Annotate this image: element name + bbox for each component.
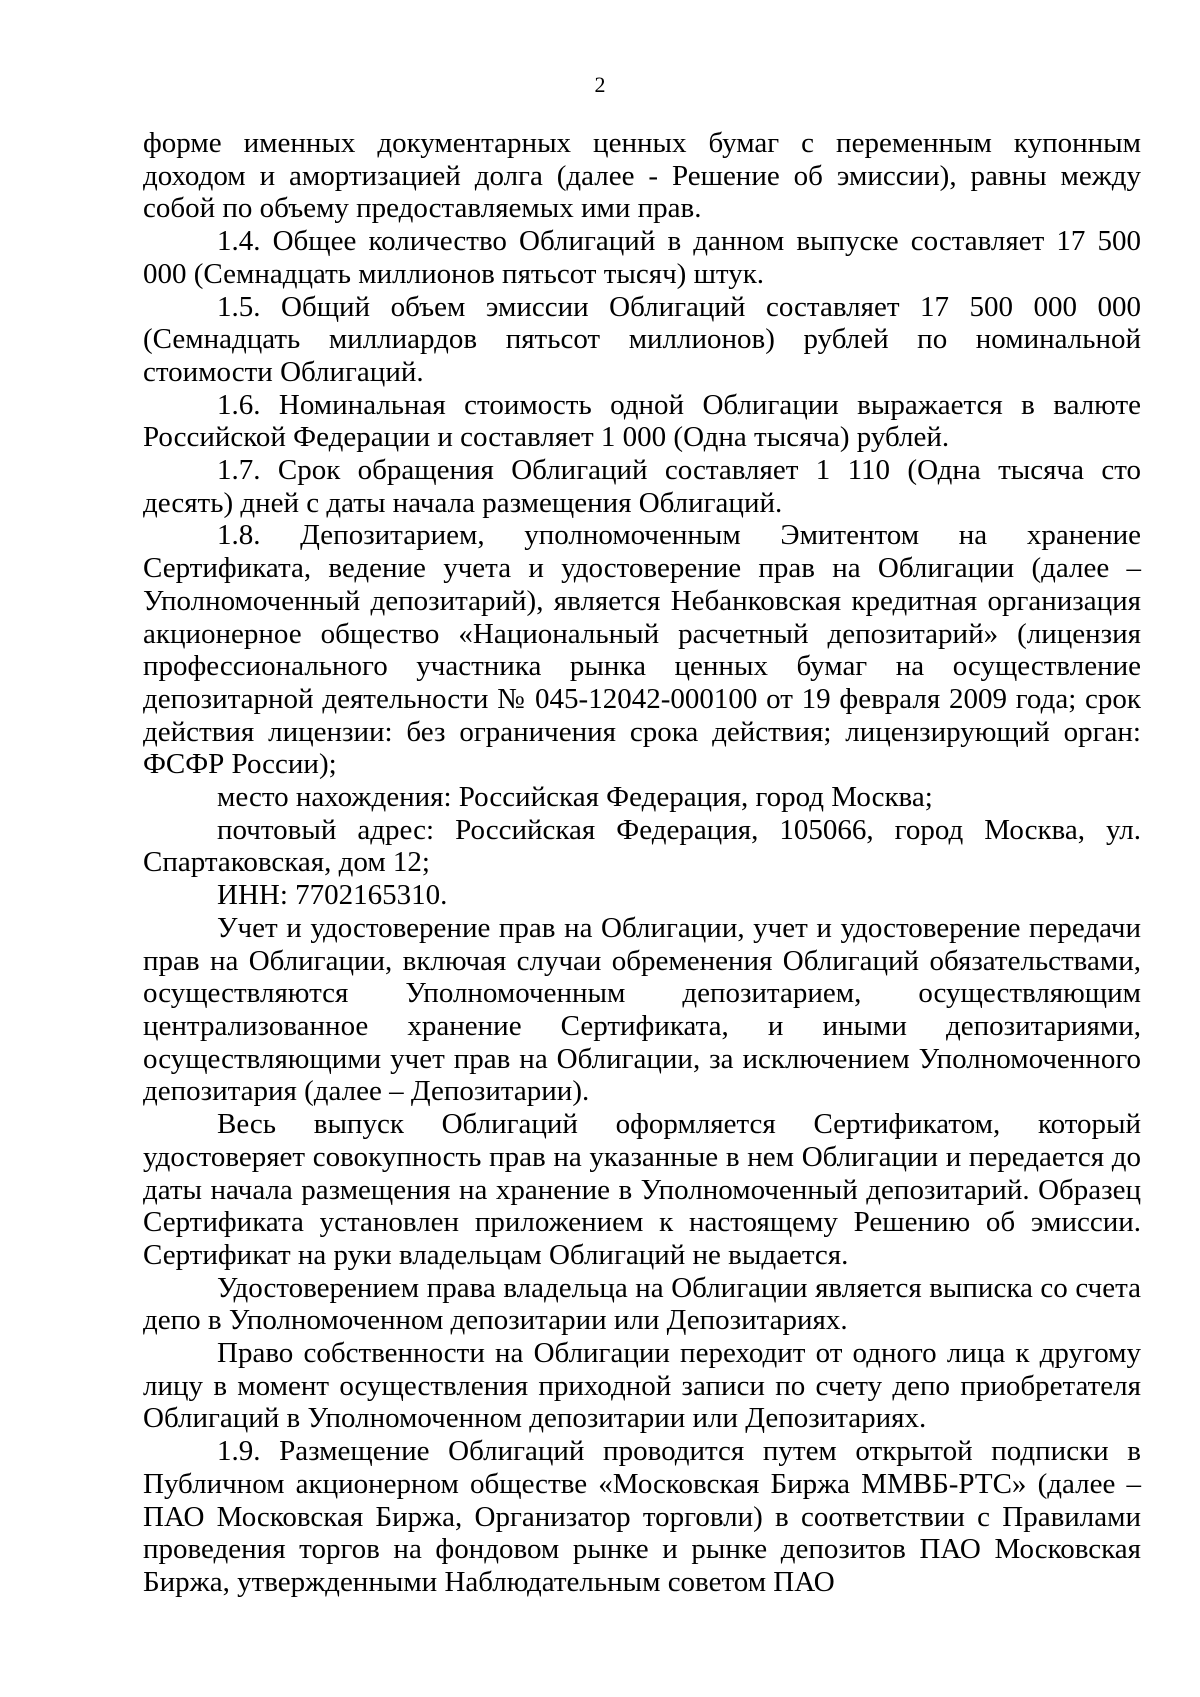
paragraph-location: место нахождения: Российская Федерация, город Москва; — [217, 781, 933, 814]
paragraph-inn: ИНН: 7702165310. — [217, 879, 448, 912]
paragraph-1-8: 1.8. Депозитарием, уполномоченным Эмитентом на хранение Сертификата, ведение учета и удостоверение прав на Облигации (далее – Уполномоченный депозитарий), является Небанковская кредитная организация акционерное общество «Национальный расчетный депозитарий» (лицензия профессионального участника рынка ценных бумаг на осуществление депозитарной деятельности № 045-12042-000100 от 19 февраля 2009 года; срок действия лицензии: без ограничения срока действия; лицензирующий орган: ФСФР России); — [143, 519, 1141, 781]
paragraph-1-9: 1.9. Размещение Облигаций проводится путем открытой подписки в Публичном акционерном обществе «Московская Биржа ММВБ-РТС» (далее – ПАО Московская Биржа, Организатор торговли) в соответствии с Правилами проведения торгов на фондовом рынке и рынке депозитов ПАО Московская Биржа, утвержденными Наблюдательным советом ПАО — [143, 1435, 1141, 1598]
paragraph-continuation: форме именных документарных ценных бумаг с переменным купонным доходом и амортизацией долга (далее - Решение об эмиссии), равны между собой по объему предоставляемых ими прав. — [143, 127, 1141, 225]
paragraph-ownership-transfer: Право собственности на Облигации переходит от одного лица к другому лицу в момент осуществления приходной записи по счету депо приобретателя Облигаций в Уполномоченном депозитарии или Депозитариях. — [143, 1337, 1141, 1435]
document-body — [143, 127, 1141, 1599]
page-number: 2 — [594, 72, 606, 97]
paragraph-1-7: 1.7. Срок обращения Облигаций составляет 1 110 (Одна тысяча сто десять) дней с даты начала размещения Облигаций. — [143, 454, 1141, 519]
paragraph-ownership-proof: Удостоверением права владельца на Облигации является выписка со счета депо в Уполномоченном депозитарии или Депозитариях. — [143, 1271, 1141, 1337]
paragraph-postal-address: почтовый адрес: Российская Федерация, 105066, город Москва, ул. Спартаковская, дом 12; — [143, 813, 1141, 879]
paragraph-rights-accounting: Учет и удостоверение прав на Облигации, учет и удостоверение передачи прав на Облигации, включая случаи обременения Облигаций обязательствами, осуществляются Уполномоченным депозитарием, осуществляющим централизованное хранение Сертификата, и иными депозитариями, осуществляющими учет прав на Облигации, за исключением Уполномоченного депозитария (далее – Депозитарии). — [143, 911, 1141, 1108]
paragraph-certificate: Весь выпуск Облигаций оформляется Сертификатом, который удостоверяет совокупность прав на указанные в нем Облигации и передается до даты начала размещения на хранение в Уполномоченный депозитарий. Образец Сертификата установлен приложением к настоящему Решению об эмиссии. Сертификат на руки владельцам Облигаций не выдается. — [143, 1108, 1141, 1271]
paragraph-1-5: 1.5. Общий объем эмиссии Облигаций составляет 17 500 000 000 (Семнадцать миллиардов пятьсот миллионов) рублей по номинальной стоимости Облигаций. — [143, 290, 1141, 388]
paragraph-1-6: 1.6. Номинальная стоимость одной Облигации выражается в валюте Российской Федерации и составляет 1 000 (Одна тысяча) рублей. — [143, 388, 1141, 454]
paragraph-1-4: 1.4. Общее количество Облигаций в данном выпуске составляет 17 500 000 (Семнадцать миллионов пятьсот тысяч) штук. — [143, 225, 1141, 290]
